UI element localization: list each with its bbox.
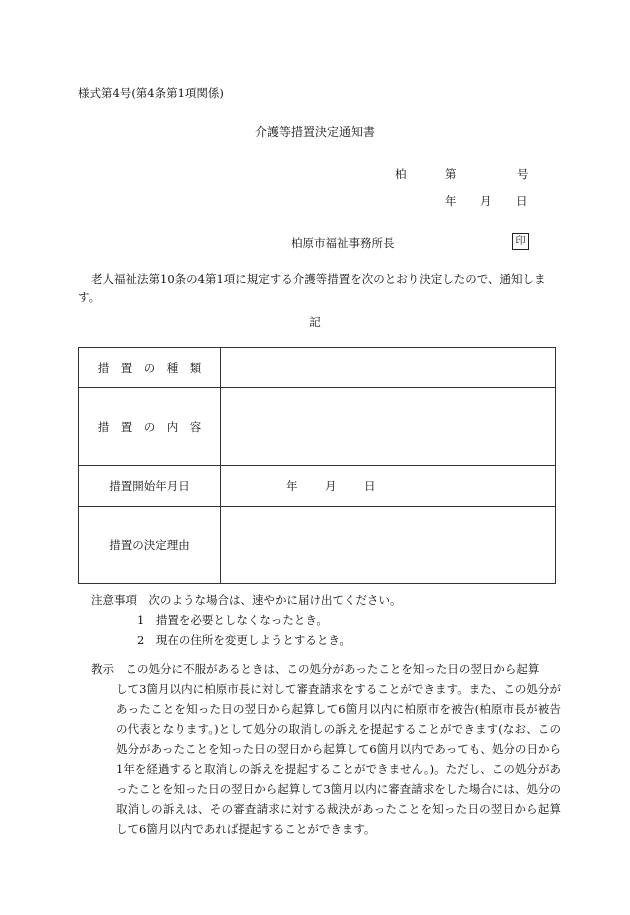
instruction-lead: 教示 この処分に不服があるときは、この処分があったことを知った日の翌日から起算 [91,662,540,676]
row-value-type [221,348,556,388]
number-suffix: 号 [517,167,529,181]
row-value-reason [221,507,556,584]
city-mark: 柏 [395,167,407,181]
table-row [79,348,556,388]
start-day: 日 [364,479,376,493]
start-year: 年 [286,479,298,493]
ki-heading: 記 [309,315,321,329]
row-label-reason: 措置の決定理由 [79,507,221,584]
notes-heading: 注意事項 次のような場合は、速やかに届け出てください。 [91,593,402,607]
document-title: 介護等措置決定通知書 [254,125,375,139]
instruction-section [91,659,561,839]
date-year: 年 [445,194,457,208]
date-month: 月 [480,194,492,208]
row-label-start-date: 措置開始年月日 [79,466,221,507]
table-row [79,388,556,466]
document-number-line [395,166,530,182]
table-row [79,507,556,584]
row-value-content [221,388,556,466]
form-number: 様式第4号(第4条第1項関係) [78,86,224,100]
table-row [79,466,556,507]
row-value-start-date [221,466,556,507]
date-day: 日 [516,194,528,208]
number-prefix: 第 [445,167,457,181]
instruction-body: して3箇月以内に柏原市長に対して審査請求をすることができます。また、この処分があったことを知った日の翌日から起算して6箇月以内に柏原市を被告(柏原市長が被告の代表となります。)として処分の取消しの訴えを提起することができます(なお、この処分があったことを知った日の翌日から起算して6箇月以内であっても、処分の日から1年を経過すると取消しの訴えを提起することができません。)。ただし、この処分があったことを知った日の翌日から起算して3箇月以内に審査請求をした場合には、処分の取消しの訴えは、その審査請求に対する裁決があったことを知った日の翌日から起算して6箇月以内であれば提起することができます。 [116,682,561,836]
issuer-name: 柏原市福祉事務所長 [291,236,395,250]
row-label-type: 措 置 の 種 類 [79,348,221,388]
measures-table [78,347,556,584]
issue-date-line [440,193,530,209]
seal-mark: 印 [512,233,529,250]
row-label-content: 措 置 の 内 容 [79,388,221,466]
intro-paragraph: 老人福祉法第10条の4第1項に規定する介護等措置を次のとおり決定したので、通知します。 [78,272,546,304]
notes-section [91,590,561,650]
start-month: 月 [325,479,337,493]
notes-item-2: 2 現在の住所を変更しようとするとき。 [137,633,351,647]
notes-item-1: 1 措置を必要としなくなったとき。 [137,613,328,627]
